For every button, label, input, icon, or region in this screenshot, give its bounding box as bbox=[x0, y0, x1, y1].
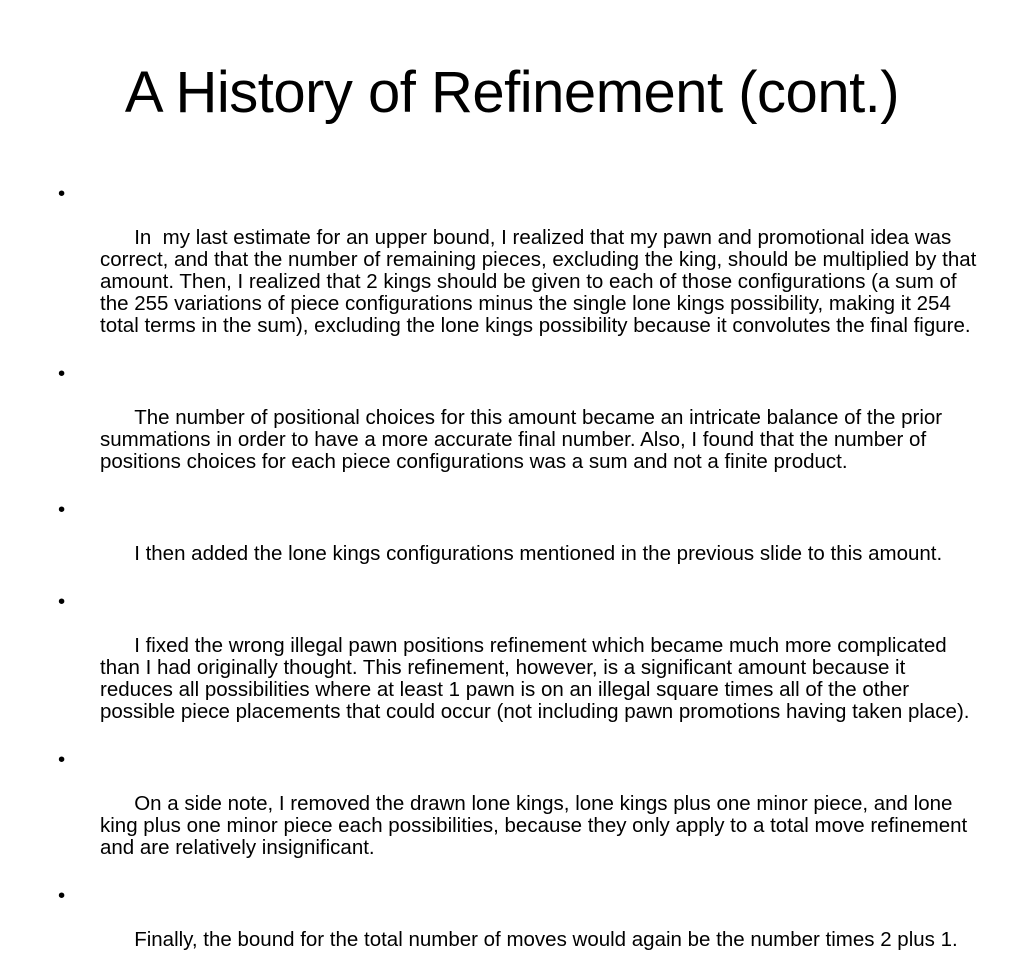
bullet-text: I fixed the wrong illegal pawn positions refinement which became much more complicated than I had originally thought. This refinement, however, is a significant amount because it reduces all possibilities where at least 1 pawn is on an illegal square times all of the other possible piece placements that could occur (not including pawn promotions having taken place). bbox=[100, 634, 970, 723]
bullet-item bbox=[58, 885, 978, 973]
bullet-item bbox=[58, 591, 978, 745]
bullet-text: The number of positional choices for this amount became an intricate balance of the prior summations in order to have a more accurate final number. Also, I found that the number of positions choices for each piece configurations was a sum and not a finite product. bbox=[100, 406, 948, 473]
bullet-list bbox=[58, 182, 983, 977]
bullet-text: On a side note, I removed the drawn lone kings, lone kings plus one minor piece, and lone king plus one minor piece each possibilities, because they only apply to a total move refinement and are relatively insignificant. bbox=[100, 792, 973, 859]
bullet-item bbox=[58, 363, 978, 495]
bullet-marker: • bbox=[58, 748, 66, 771]
bullet-item bbox=[58, 499, 978, 587]
slide-title: A History of Refinement (cont.) bbox=[124, 60, 900, 125]
bullet-marker: • bbox=[58, 182, 66, 205]
bullet-marker: • bbox=[58, 884, 66, 907]
bullet-marker: • bbox=[58, 362, 66, 385]
bullet-item bbox=[58, 749, 978, 881]
bullet-marker: • bbox=[58, 590, 66, 613]
bullet-item bbox=[58, 182, 983, 359]
bullet-text: I then added the lone kings configurations mentioned in the previous slide to this amount. bbox=[134, 542, 943, 565]
bullet-marker: • bbox=[58, 498, 66, 521]
bullet-text: Finally, the bound for the total number of moves would again be the number times 2 plus 1. bbox=[134, 928, 958, 951]
bullet-text: In my last estimate for an upper bound, I realized that my pawn and promotional idea was correct, and that the number of remaining pieces, excluding the king, should be multiplied by that amount. Then, I realized that 2 kings should be given to each of those configurations (a sum of the 255 variations of piece configurations minus the single lone kings possibility, making it 254 total terms in the sum), excluding the lone kings possibility because it convolutes the final figure. bbox=[100, 226, 983, 337]
